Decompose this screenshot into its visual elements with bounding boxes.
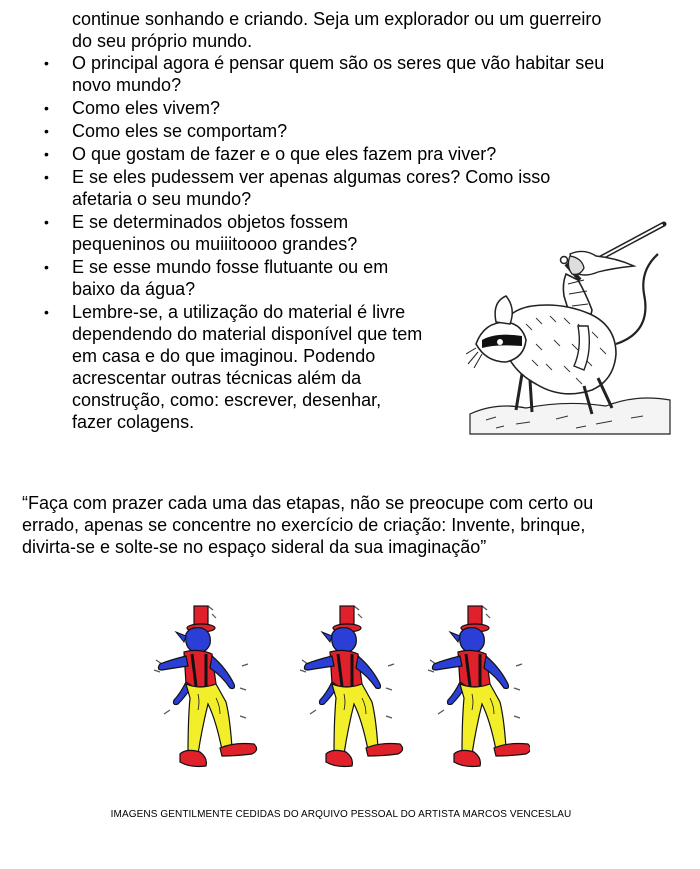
closing-quote [22,492,682,558]
list-item-line: Lembre-se, a utilização do material é livre [72,302,406,322]
bullet-icon: • [44,259,49,275]
quote-line: divirta-se e solte-se no espaço sideral da sua imaginação” [22,537,487,557]
list-item-line: construção, como: escrever, desenhar, [72,390,382,410]
dancing-figure-illustration [428,606,530,767]
bullet-icon: • [44,123,49,139]
list-item [0,97,680,119]
bullet-icon: • [44,169,49,185]
knight-on-rat-illustration [466,214,672,436]
list-item-line: E se determinados objetos fossem [72,212,349,232]
list-item-line: acrescentar outras técnicas além da [72,368,362,388]
list-item [0,143,680,165]
bullet-icon: • [44,100,49,116]
list-item-line: baixo da água? [72,279,196,299]
list-item [0,52,680,96]
list-item-line: E se esse mundo fosse flutuante ou em [72,257,389,277]
list-item-line: fazer colagens. [72,412,195,432]
list-item-line: novo mundo? [72,75,182,95]
bullet-icon: • [44,146,49,162]
list-item-line: Como eles se comportam? [72,121,288,141]
list-item-line: pequeninos ou muiiitoooo grandes? [72,234,358,254]
intro-line: continue sonhando e criando. Seja um explorador ou um guerreiro [72,9,602,29]
list-item [0,120,680,142]
list-item-line: afetaria o seu mundo? [72,189,252,209]
bullet-icon: • [44,214,49,230]
list-item-line: Como eles vivem? [72,98,221,118]
dancing-figure-illustration [154,606,257,767]
intro-paragraph [72,8,672,52]
dancing-figure-illustration [300,606,403,767]
list-item-line: O que gostam de fazer e o que eles fazem pra viver? [72,144,497,164]
list-item-line: em casa e do que imaginou. Podendo [72,346,376,366]
image-credit: IMAGENS GENTILMENTE CEDIDAS DO ARQUIVO PESSOAL DO ARTISTA MARCOS VENCESLAU [110,809,572,820]
bullet-icon: • [44,304,49,320]
bullet-icon: • [44,55,49,71]
list-item [0,166,680,210]
intro-line: do seu próprio mundo. [72,31,253,51]
list-item-line: E se eles pudessem ver apenas algumas cores? Como isso [72,167,551,187]
list-item-line: O principal agora é pensar quem são os seres que vão habitar seu [72,53,605,73]
quote-line: errado, apenas se concentre no exercício de criação: Invente, brinque, [22,515,586,535]
list-item-line: dependendo do material disponível que tem [72,324,423,344]
dancing-figures-row [150,598,530,782]
quote-line: “Faça com prazer cada uma das etapas, não se preocupe com certo ou [22,493,594,513]
